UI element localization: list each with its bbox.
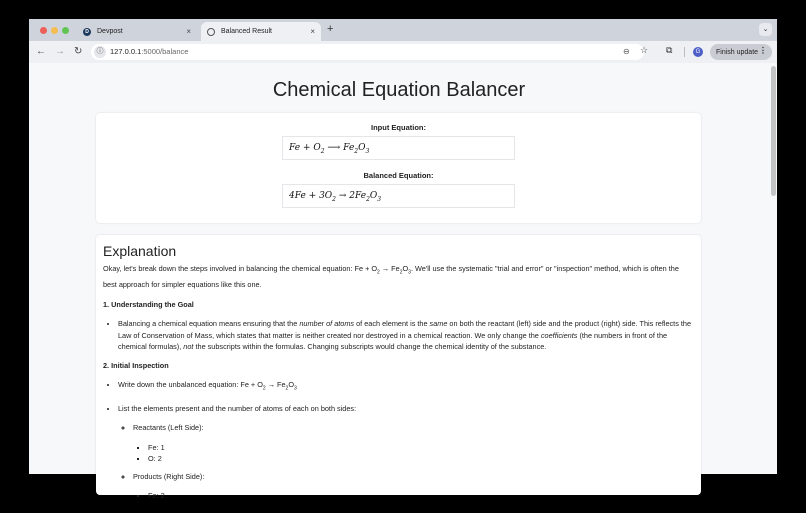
list-item: ▪ Fe: 2 [148, 490, 694, 502]
section-initial-inspection: 2. Initial Inspection [103, 360, 169, 370]
list-item: • List the elements present and the number of atoms of each on both sides: ◦ Reactants (Left Side): ▪ Fe: 1 ▪ O: 2 ◦ Products (Right Side): ▪ Fe: 2 [118, 403, 694, 502]
close-tab-icon[interactable]: × [186, 27, 191, 36]
list-item: ◦ Products (Right Side): ▪ Fe: 2 [133, 471, 694, 502]
finish-update-button[interactable] [710, 44, 772, 60]
input-equation-display: $Fe + O_2$ ⟶ $Fe_2O_3$ [282, 136, 515, 160]
new-tab-button[interactable]: + [327, 23, 334, 35]
list-item: ▪ Fe: 1 [148, 442, 694, 454]
balanced-equation-display: $4Fe + 3O_2 \to 2Fe_2O_3$ [282, 184, 515, 208]
reload-icon[interactable]: ↻ [74, 46, 83, 57]
back-icon[interactable]: ← [36, 46, 46, 57]
tab-strip [29, 19, 777, 41]
tab-devpost[interactable] [77, 22, 197, 41]
maximize-window-button[interactable] [62, 27, 69, 34]
extensions-icon[interactable]: ⧉ [666, 45, 673, 55]
tab-label: Balanced Result [221, 28, 272, 35]
minimize-window-button[interactable] [51, 27, 58, 34]
balanced-equation-label: Balanced Equation: [363, 171, 434, 180]
finish-update-label: Finish update [716, 48, 759, 56]
site-info-icon[interactable]: ⓘ [94, 46, 106, 58]
tab-search-button[interactable]: ⌄ [759, 23, 772, 36]
page-viewport [29, 63, 777, 501]
zoom-icon[interactable]: ⊖ [623, 47, 630, 56]
toolbar-divider [684, 47, 685, 57]
list-item: ▪ O: 2 [148, 453, 694, 465]
profile-avatar[interactable]: G [693, 47, 703, 57]
url-path: :5000/balance [141, 47, 189, 56]
explanation-card [96, 235, 701, 501]
globe-icon [207, 28, 215, 36]
close-window-button[interactable] [40, 27, 47, 34]
equation-card [96, 113, 701, 223]
input-equation-label: Input Equation: [371, 123, 426, 132]
tab-label: Devpost [97, 28, 123, 35]
browser-window [29, 19, 777, 501]
list-item: ◦ Reactants (Left Side): ▪ Fe: 1 ▪ O: 2 [133, 422, 694, 465]
close-tab-icon[interactable]: × [310, 27, 315, 36]
address-bar[interactable] [91, 44, 644, 60]
explanation-heading: Explanation [103, 243, 177, 259]
section-understanding-goal: 1. Understanding the Goal [103, 300, 194, 310]
list-item: • Write down the unbalanced equation: $Fe + O_2 \to Fe_2O_3$ [118, 379, 694, 395]
page-scrollbar[interactable] [771, 66, 776, 196]
url-host: 127.0.0.1 [110, 47, 142, 56]
forward-icon[interactable]: → [55, 46, 65, 57]
browser-toolbar [29, 41, 777, 63]
tab-balanced-result[interactable] [201, 22, 321, 41]
url-text[interactable] [110, 47, 188, 56]
menu-icon[interactable]: ⋮ [759, 46, 767, 55]
explanation-intro: Okay, let's break down the steps involved in balancing the chemical equation: $Fe + O_2 \to Fe_2O_3$. We'll use the systematic "trial and error" or "inspection" method, which is often the best approach for simpler equations like this one. [103, 264, 679, 289]
bookmark-star-icon[interactable]: ☆ [640, 45, 649, 55]
devpost-icon: D [83, 28, 91, 36]
list-item: • Balancing a chemical equation means ensuring that the number of atoms of each element is the same on both the reactant (left) side and the product (right) side. This reflects the Law of Conservation of Mass, which states that matter is neither created nor destroyed in a chemical reaction. We only change the coefficients (the numbers in front of the chemical formulas), not the subscripts within the formulas. Changing subscripts would change the chemical identity of the substance. [118, 318, 694, 353]
page-title: Chemical Equation Balancer [272, 79, 526, 101]
